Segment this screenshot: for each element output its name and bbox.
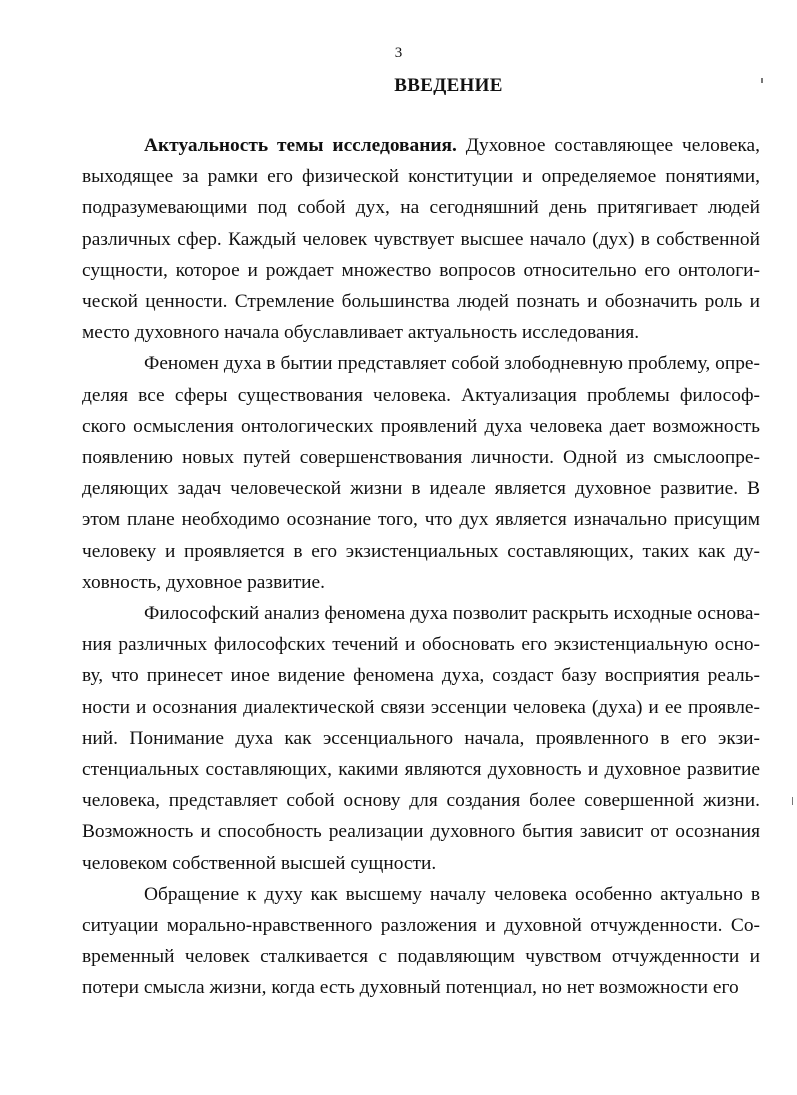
paragraph-appeal: Обращение к духу как высшему началу человека особенно актуально в ситуации морально-нравственного разложения и духовной отчужденности. Современный человек сталкивается с подавляющим чувством отчужденности и потери смысла жизни, когда есть духовный потенциал, но нет возможности его (82, 883, 760, 999)
paragraph-analysis: Философский анализ феномена духа позволит раскрыть исходные основания различных философских течений и обосновать его экзистенциальную основу, что принесет иное видение феномена духа, создаст базу восприятия реальности и осознания диалектической связи эссенции человека (духа) и ее проявлений. Понимание духа как эссенциального начала, проявленного в его экзистенциальных составляющих, какими являются духовность и духовное развитие человека, представляет собой основу для создания более совершенной жизни. Возможность и способность реализации духовного бытия зависит от осознания человеком собственной высшей сущности. (82, 603, 760, 874)
section-heading: ВВЕДЕНИЕ (394, 75, 503, 96)
scan-speck-margin (792, 797, 793, 805)
paragraph-phenomenon: Феномен духа в бытии представляет собой злободневную проблему, определяя все сферы существования человека. Актуализация проблемы философского осмысления онтологических проявлений духа человека дает возможность появлению новых путей совершенствования личности. Одной из смыслоопределяющих задач человеческой жизни в идеале является духовное развитие. В этом плане необходимо осознание того, что дух является изначально присущим человеку и проявляется в его экзистенциальных составляющих, таких как духовность, духовное развитие. (82, 353, 760, 593)
page-number: 3 (394, 45, 403, 61)
paragraph-relevance (82, 130, 760, 348)
paragraph-lead-heading: Актуальность темы исследования. (144, 135, 457, 156)
scan-speck-top (761, 78, 763, 83)
body-text (82, 130, 760, 1004)
paragraph-text: Духовное составляющее человека, выходящее за рамки его физической конституции и определяемое понятиями, подразумевающими под собой дух, на сегодняшний день притягивает людей различных сфер. Каждый человек чувствует высшее начало (дух) в собственной сущности, которое и рождает множество вопросов относительно его онтологической ценности. Стремление большинства людей познать и обозначить роль и место духовного начала обуславливает актуальность исследования. (82, 135, 761, 344)
